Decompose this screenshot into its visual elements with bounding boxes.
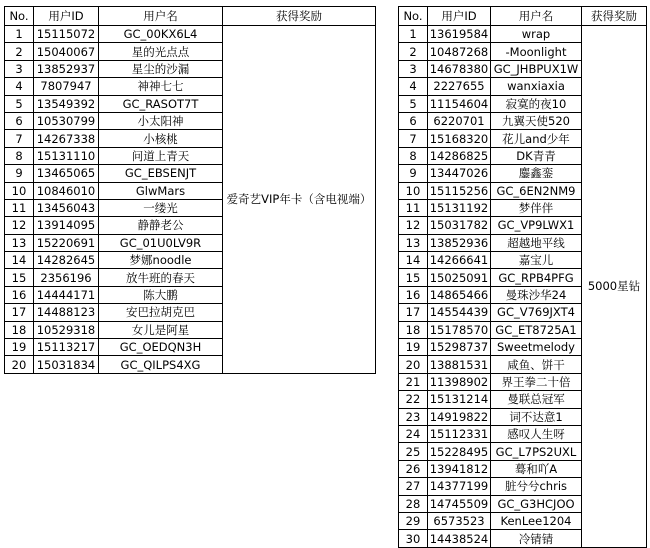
cell-username: 星的光点点 [99,43,223,60]
cell-user-id: 13914095 [34,217,99,234]
cell-user-id: 14745509 [428,495,491,512]
header-username: 用户名 [99,7,223,26]
cell-user-id: 15298737 [428,339,491,356]
header-user-id: 用户ID [428,7,491,26]
cell-user-id: 15031834 [34,356,99,373]
cell-no: 4 [5,78,34,95]
left-table-body [5,26,376,374]
cell-user-id: 10530799 [34,112,99,129]
cell-no: 29 [399,512,428,529]
cell-username: 咸鱼、饼干 [491,356,582,373]
reward-cell: 爱奇艺VIP年卡（含电视端） [223,26,376,374]
cell-no: 28 [399,495,428,512]
cell-username: 寂寞的夜10 [491,95,582,112]
cell-no: 23 [399,408,428,425]
cell-user-id: 14554439 [428,304,491,321]
cell-no: 4 [399,78,428,95]
cell-no: 20 [399,356,428,373]
cell-user-id: 14266641 [428,252,491,269]
cell-no: 1 [399,26,428,43]
cell-username: 女儿是阿星 [99,321,223,338]
cell-user-id: 14444171 [34,286,99,303]
cell-user-id: 15131192 [428,199,491,216]
cell-user-id: 2356196 [34,269,99,286]
reward-cell: 5000星钻 [582,26,647,548]
cell-user-id: 13456043 [34,199,99,216]
cell-no: 20 [5,356,34,373]
cell-username: KenLee1204 [491,512,582,529]
cell-username: 脏兮兮chris [491,478,582,495]
cell-username: GC_RPB4PFG [491,269,582,286]
cell-username: GC_6EN2NM9 [491,182,582,199]
header-username: 用户名 [491,7,582,26]
cell-user-id: 14282645 [34,252,99,269]
cell-username: 梦娜noodle [99,252,223,269]
cell-user-id: 13447026 [428,165,491,182]
cell-user-id: 15228495 [428,443,491,460]
cell-user-id: 14919822 [428,408,491,425]
cell-user-id: 15031782 [428,217,491,234]
cell-username: GC_G3HCJOO [491,495,582,512]
cell-username: 小太阳神 [99,112,223,129]
cell-username: 小核桃 [99,130,223,147]
cell-user-id: 14438524 [428,530,491,547]
cell-user-id: 15112331 [428,425,491,442]
table-row [399,26,647,43]
cell-user-id: 15131110 [34,147,99,164]
cell-username: 冷锖锖 [491,530,582,547]
cell-username: GC_V769JXT4 [491,304,582,321]
cell-no: 22 [399,391,428,408]
cell-user-id: 15115256 [428,182,491,199]
cell-user-id: 10529318 [34,321,99,338]
cell-username: 放牛班的春天 [99,269,223,286]
cell-no: 2 [399,43,428,60]
cell-user-id: 14377199 [428,478,491,495]
cell-no: 9 [399,165,428,182]
cell-username: 超越地平线 [491,234,582,251]
cell-username: GC_01U0LV9R [99,234,223,251]
cell-username: 安巴拉胡克巴 [99,304,223,321]
cell-no: 18 [5,321,34,338]
cell-username: wanxiaxia [491,78,582,95]
cell-username: 界王拳二十倍 [491,373,582,390]
cell-no: 19 [399,339,428,356]
cell-user-id: 15131214 [428,391,491,408]
cell-user-id: 15040067 [34,43,99,60]
cell-user-id: 11398902 [428,373,491,390]
cell-no: 13 [5,234,34,251]
cell-no: 24 [399,425,428,442]
cell-user-id: 15178570 [428,321,491,338]
cell-no: 21 [399,373,428,390]
cell-username: -Moonlight [491,43,582,60]
cell-username: 九翼天使520 [491,112,582,129]
cell-user-id: 10487268 [428,43,491,60]
cell-username: GlwMars [99,182,223,199]
header-user-id: 用户ID [34,7,99,26]
cell-username: GC_OEDQN3H [99,339,223,356]
cell-no: 9 [5,165,34,182]
cell-no: 5 [5,95,34,112]
cell-no: 10 [399,182,428,199]
cell-user-id: 13465065 [34,165,99,182]
cell-username: 鏖鑫銮 [491,165,582,182]
cell-user-id: 13852937 [34,60,99,77]
cell-user-id: 13619584 [428,26,491,43]
cell-no: 30 [399,530,428,547]
cell-user-id: 15168320 [428,130,491,147]
cell-user-id: 7807947 [34,78,99,95]
cell-user-id: 15113217 [34,339,99,356]
cell-user-id: 13852936 [428,234,491,251]
cell-user-id: 6220701 [428,112,491,129]
cell-no: 19 [5,339,34,356]
cell-user-id: 15220691 [34,234,99,251]
cell-user-id: 14488123 [34,304,99,321]
cell-username: 星尘的沙漏 [99,60,223,77]
cell-no: 27 [399,478,428,495]
cell-no: 3 [5,60,34,77]
cell-no: 7 [399,130,428,147]
cell-no: 10 [5,182,34,199]
cell-no: 12 [5,217,34,234]
table-header-row [5,7,376,26]
cell-no: 13 [399,234,428,251]
cell-user-id: 15025091 [428,269,491,286]
cell-username: GC_00KX6L4 [99,26,223,43]
cell-user-id: 14865466 [428,286,491,303]
cell-user-id: 13549392 [34,95,99,112]
cell-no: 11 [5,199,34,216]
cell-username: 词不达意1 [491,408,582,425]
cell-user-id: 14286825 [428,147,491,164]
cell-no: 11 [399,199,428,216]
cell-username: 梦伴伴 [491,199,582,216]
cell-user-id: 13881531 [428,356,491,373]
cell-user-id: 14678380 [428,60,491,77]
right-table-body [399,26,647,548]
cell-username: 神神七七 [99,78,223,95]
cell-username: GC_ET8725A1 [491,321,582,338]
cell-no: 16 [399,286,428,303]
cell-username: 嘉宝儿 [491,252,582,269]
cell-no: 1 [5,26,34,43]
cell-no: 5 [399,95,428,112]
table-row [5,26,376,43]
cell-no: 12 [399,217,428,234]
cell-username: 蓦和吖A [491,460,582,477]
cell-no: 2 [5,43,34,60]
cell-username: GC_VP9LWX1 [491,217,582,234]
cell-username: GC_EBSENJT [99,165,223,182]
cell-username: GC_L7PS2UXL [491,443,582,460]
cell-no: 8 [399,147,428,164]
cell-username: GC_QILPS4XG [99,356,223,373]
cell-no: 17 [399,304,428,321]
cell-username: GC_JHBPUX1W [491,60,582,77]
cell-user-id: 10846010 [34,182,99,199]
cell-user-id: 15115072 [34,26,99,43]
cell-username: GC_RASOT7T [99,95,223,112]
cell-no: 26 [399,460,428,477]
cell-user-id: 6573523 [428,512,491,529]
header-no: No. [399,7,428,26]
header-reward: 获得奖励 [582,7,647,26]
cell-user-id: 13941812 [428,460,491,477]
cell-no: 14 [5,252,34,269]
cell-no: 3 [399,60,428,77]
cell-user-id: 14267338 [34,130,99,147]
cell-no: 17 [5,304,34,321]
cell-no: 7 [5,130,34,147]
cell-username: DK青青 [491,147,582,164]
cell-username: Sweetmelody [491,339,582,356]
cell-no: 25 [399,443,428,460]
cell-username: 曼珠沙华24 [491,286,582,303]
cell-no: 18 [399,321,428,338]
cell-username: 一缕光 [99,199,223,216]
cell-username: 花儿and少年 [491,130,582,147]
table-header-row [399,7,647,26]
cell-no: 8 [5,147,34,164]
winners-table-left [4,6,376,374]
header-no: No. [5,7,34,26]
cell-username: 陈大鹏 [99,286,223,303]
cell-no: 14 [399,252,428,269]
cell-username: wrap [491,26,582,43]
cell-username: 曼联总冠军 [491,391,582,408]
cell-no: 16 [5,286,34,303]
winners-table-right [398,6,647,548]
cell-username: 静静老公 [99,217,223,234]
cell-no: 15 [5,269,34,286]
cell-no: 6 [399,112,428,129]
cell-username: 感叹人生呀 [491,425,582,442]
cell-no: 15 [399,269,428,286]
cell-username: 问道上青天 [99,147,223,164]
cell-user-id: 2227655 [428,78,491,95]
header-reward: 获得奖励 [223,7,376,26]
cell-user-id: 11154604 [428,95,491,112]
cell-no: 6 [5,112,34,129]
